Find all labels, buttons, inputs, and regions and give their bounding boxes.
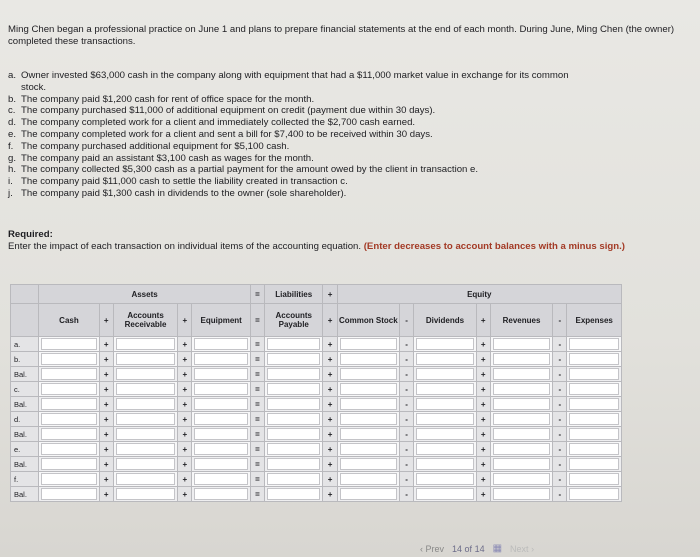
operator: +: [323, 382, 337, 397]
stock-input[interactable]: [337, 367, 399, 382]
stock-input[interactable]: [337, 442, 399, 457]
equipment-input[interactable]: [192, 352, 251, 367]
operator: -: [400, 472, 414, 487]
operator: +: [178, 487, 192, 502]
row-label: Bal.: [11, 397, 39, 412]
operator: -: [553, 397, 567, 412]
operator: -: [553, 442, 567, 457]
expenses-input[interactable]: [567, 427, 622, 442]
stock-input[interactable]: [337, 412, 399, 427]
payable-input[interactable]: [265, 412, 323, 427]
column-header-row: Cash + Accounts Receivable + Equipment = Accounts Payable + Common Stock - Dividends + Revenues - Expenses: [11, 304, 622, 337]
page-counter: 14 of 14: [452, 543, 485, 554]
operator: +: [99, 442, 113, 457]
transaction-row: [11, 352, 622, 367]
operator: -: [400, 382, 414, 397]
cash-input[interactable]: [39, 472, 99, 487]
revenues-column-header: Revenues: [490, 304, 552, 337]
operator: =: [250, 472, 264, 487]
operator: +: [178, 397, 192, 412]
expenses-input[interactable]: [567, 367, 622, 382]
receivable-input[interactable]: [113, 412, 178, 427]
transaction-item: f. The company purchased additional equipment for $5,100 cash.: [8, 140, 290, 152]
dividends-column-header: Dividends: [414, 304, 476, 337]
operator: +: [323, 412, 337, 427]
equipment-input[interactable]: [192, 397, 251, 412]
payable-column-header: Accounts Payable: [265, 304, 323, 337]
revenues-input[interactable]: [490, 442, 552, 457]
operator: +: [476, 337, 490, 352]
required-title: Required:: [8, 229, 53, 240]
expenses-input[interactable]: [567, 487, 622, 502]
transaction-item: b. The company paid $1,200 cash for rent of office space for the month.: [8, 93, 315, 105]
cash-input[interactable]: [39, 487, 99, 502]
operator: +: [178, 352, 192, 367]
revenues-input[interactable]: [490, 472, 552, 487]
stock-column-header: Common Stock: [337, 304, 399, 337]
dividends-input[interactable]: [414, 367, 476, 382]
operator: +: [178, 367, 192, 382]
operator: +: [323, 472, 337, 487]
operator: -: [553, 457, 567, 472]
operator: +: [178, 427, 192, 442]
operator: +: [99, 337, 113, 352]
stock-input[interactable]: [337, 382, 399, 397]
revenues-input[interactable]: [490, 352, 552, 367]
stock-input[interactable]: [337, 397, 399, 412]
payable-input[interactable]: [265, 367, 323, 382]
operator: +: [476, 352, 490, 367]
stock-input[interactable]: [337, 457, 399, 472]
operator: -: [400, 487, 414, 502]
operator: =: [250, 487, 264, 502]
dividends-input[interactable]: [414, 337, 476, 352]
cash-input[interactable]: [39, 427, 99, 442]
operator: +: [323, 427, 337, 442]
operator: +: [178, 337, 192, 352]
accounting-equation-table: [10, 284, 622, 502]
equipment-column-header: Equipment: [192, 304, 251, 337]
next-button[interactable]: Next ›: [510, 543, 535, 554]
operator: +: [323, 442, 337, 457]
transaction-row: [11, 367, 622, 382]
payable-input[interactable]: [265, 337, 323, 352]
transaction-item: j. The company paid $1,300 cash in dividends to the owner (sole shareholder).: [8, 187, 347, 199]
transaction-row: [11, 487, 622, 502]
operator: +: [323, 487, 337, 502]
operator: -: [553, 487, 567, 502]
cash-input[interactable]: [39, 457, 99, 472]
transaction-row: [11, 472, 622, 487]
transaction-item: i. The company paid $11,000 cash to settle the liability created in transaction c.: [8, 176, 348, 188]
operator: +: [99, 352, 113, 367]
required-hint: (Enter decreases to account balances with a minus sign.): [363, 241, 625, 252]
operator: -: [400, 427, 414, 442]
transaction-row: [11, 427, 622, 442]
operator: +: [178, 472, 192, 487]
payable-input[interactable]: [265, 352, 323, 367]
operator: +: [476, 397, 490, 412]
expenses-input[interactable]: [567, 337, 622, 352]
operator: +: [99, 472, 113, 487]
payable-input[interactable]: [265, 427, 323, 442]
cash-input[interactable]: [39, 412, 99, 427]
transaction-row: [11, 397, 622, 412]
receivable-input[interactable]: [113, 382, 178, 397]
row-label: Bal.: [11, 457, 39, 472]
transaction-rows: [11, 337, 622, 502]
operator: +: [476, 442, 490, 457]
equipment-input[interactable]: [192, 337, 251, 352]
problem-intro: Ming Chen began a professional practice on June 1 and plans to prepare financial statements at the end of each month. During June, Ming Chen (the owner) completed these transactions.: [8, 24, 675, 47]
operator: -: [553, 412, 567, 427]
operator: +: [476, 487, 490, 502]
operator: -: [400, 412, 414, 427]
transaction-row: [11, 442, 622, 457]
payable-input[interactable]: [265, 442, 323, 457]
equity-header: Equity: [337, 285, 621, 304]
row-label: Bal.: [11, 367, 39, 382]
cash-column-header: Cash: [39, 304, 99, 337]
equipment-input[interactable]: [192, 412, 251, 427]
prev-button[interactable]: ‹ Prev: [420, 543, 445, 554]
transaction-item: c. The company purchased $11,000 of additional equipment on credit (payment due within 30 days).: [8, 105, 436, 117]
equals-header: =: [250, 285, 264, 304]
transaction-row: [11, 337, 622, 352]
equipment-input[interactable]: [192, 472, 251, 487]
cash-input[interactable]: [39, 442, 99, 457]
operator: +: [476, 427, 490, 442]
operator: +: [99, 412, 113, 427]
revenues-input[interactable]: [490, 427, 552, 442]
operator: +: [323, 457, 337, 472]
operator: -: [553, 427, 567, 442]
operator: +: [99, 487, 113, 502]
transaction-item: e. The company completed work for a client and sent a bill for $7,400 to be received within 30 days.: [8, 128, 433, 140]
group-header-row: [11, 285, 622, 304]
operator: +: [476, 367, 490, 382]
operator: -: [400, 352, 414, 367]
equipment-input[interactable]: [192, 382, 251, 397]
operator: =: [250, 427, 264, 442]
payable-input[interactable]: [265, 397, 323, 412]
receivable-input[interactable]: [113, 472, 178, 487]
transaction-item: d. The company completed work for a client and immediately collected the $2,700 cash earned.: [8, 117, 416, 129]
operator: +: [178, 457, 192, 472]
row-label: c.: [11, 382, 39, 397]
revenues-input[interactable]: [490, 457, 552, 472]
receivable-column-header: Accounts Receivable: [113, 304, 178, 337]
expenses-input[interactable]: [567, 397, 622, 412]
operator: +: [476, 412, 490, 427]
dividends-input[interactable]: [414, 472, 476, 487]
equipment-input[interactable]: [192, 457, 251, 472]
expenses-input[interactable]: [567, 352, 622, 367]
receivable-input[interactable]: [113, 427, 178, 442]
operator: =: [250, 382, 264, 397]
dividends-input[interactable]: [414, 442, 476, 457]
operator: -: [553, 337, 567, 352]
receivable-input[interactable]: [113, 352, 178, 367]
dividends-input[interactable]: [414, 427, 476, 442]
transaction-list: [8, 70, 688, 200]
row-label: a.: [11, 337, 39, 352]
transaction-item: g. The company paid an assistant $3,100 cash as wages for the month.: [8, 152, 314, 164]
operator: -: [553, 367, 567, 382]
operator: +: [323, 337, 337, 352]
row-label: d.: [11, 412, 39, 427]
dividends-input[interactable]: [414, 412, 476, 427]
grid-view-icon[interactable]: ▦: [492, 543, 503, 554]
revenues-input[interactable]: [490, 397, 552, 412]
operator: =: [250, 367, 264, 382]
cash-input[interactable]: [39, 367, 99, 382]
cash-input[interactable]: [39, 397, 99, 412]
row-label: f.: [11, 472, 39, 487]
operator: -: [553, 352, 567, 367]
stock-input[interactable]: [337, 352, 399, 367]
operator: =: [250, 397, 264, 412]
stock-input[interactable]: [337, 427, 399, 442]
receivable-input[interactable]: [113, 457, 178, 472]
operator: -: [400, 337, 414, 352]
operator: +: [178, 382, 192, 397]
payable-input[interactable]: [265, 487, 323, 502]
revenues-input[interactable]: [490, 382, 552, 397]
operator: +: [178, 412, 192, 427]
dividends-input[interactable]: [414, 352, 476, 367]
equipment-input[interactable]: [192, 442, 251, 457]
operator: +: [99, 397, 113, 412]
operator: =: [250, 442, 264, 457]
receivable-input[interactable]: [113, 442, 178, 457]
revenues-input[interactable]: [490, 412, 552, 427]
cash-input[interactable]: [39, 352, 99, 367]
receivable-input[interactable]: [113, 367, 178, 382]
payable-input[interactable]: [265, 382, 323, 397]
transaction-item-continuation: stock.: [21, 81, 47, 93]
dividends-input[interactable]: [414, 382, 476, 397]
operator: +: [178, 442, 192, 457]
liabilities-header: Liabilities: [265, 285, 323, 304]
operator: +: [323, 397, 337, 412]
equipment-input[interactable]: [192, 487, 251, 502]
expenses-input[interactable]: [567, 442, 622, 457]
operator: =: [250, 412, 264, 427]
transaction-row: [11, 382, 622, 397]
plus-header: +: [323, 285, 337, 304]
receivable-input[interactable]: [113, 487, 178, 502]
operator: +: [476, 382, 490, 397]
operator: -: [400, 367, 414, 382]
operator: -: [553, 382, 567, 397]
stock-input[interactable]: [337, 337, 399, 352]
operator: +: [99, 427, 113, 442]
assets-header: Assets: [39, 285, 251, 304]
row-label: b.: [11, 352, 39, 367]
operator: -: [400, 457, 414, 472]
expenses-input[interactable]: [567, 412, 622, 427]
operator: =: [250, 352, 264, 367]
expenses-input[interactable]: [567, 382, 622, 397]
expenses-column-header: Expenses: [567, 304, 622, 337]
cash-input[interactable]: [39, 382, 99, 397]
receivable-input[interactable]: [113, 337, 178, 352]
operator: +: [476, 472, 490, 487]
receivable-input[interactable]: [113, 397, 178, 412]
expenses-input[interactable]: [567, 457, 622, 472]
cash-input[interactable]: [39, 337, 99, 352]
row-label: Bal.: [11, 427, 39, 442]
operator: +: [323, 352, 337, 367]
operator: +: [99, 382, 113, 397]
row-label: e.: [11, 442, 39, 457]
required-instructions: [8, 241, 668, 253]
transaction-row: [11, 412, 622, 427]
stock-input[interactable]: [337, 472, 399, 487]
payable-input[interactable]: [265, 472, 323, 487]
operator: +: [99, 457, 113, 472]
revenues-input[interactable]: [490, 367, 552, 382]
pagination: [420, 543, 534, 554]
transaction-item: a. Owner invested $63,000 cash in the company along with equipment that had a $11,000 market value in exchange for its common: [8, 70, 569, 81]
stock-input[interactable]: [337, 487, 399, 502]
dividends-input[interactable]: [414, 487, 476, 502]
row-label: Bal.: [11, 487, 39, 502]
operator: -: [400, 397, 414, 412]
required-text: Enter the impact of each transaction on individual items of the accounting equation.: [8, 241, 362, 252]
dividends-input[interactable]: [414, 457, 476, 472]
operator: +: [323, 367, 337, 382]
expenses-input[interactable]: [567, 472, 622, 487]
operator: +: [476, 457, 490, 472]
revenues-input[interactable]: [490, 337, 552, 352]
dividends-input[interactable]: [414, 397, 476, 412]
transaction-item: h. The company collected $5,300 cash as a partial payment for the amount owed by the client in transaction e.: [8, 164, 479, 176]
operator: -: [400, 442, 414, 457]
payable-input[interactable]: [265, 457, 323, 472]
operator: =: [250, 457, 264, 472]
transaction-row: [11, 457, 622, 472]
revenues-input[interactable]: [490, 487, 552, 502]
operator: -: [553, 472, 567, 487]
operator: +: [99, 367, 113, 382]
equipment-input[interactable]: [192, 367, 251, 382]
operator: =: [250, 337, 264, 352]
equipment-input[interactable]: [192, 427, 251, 442]
